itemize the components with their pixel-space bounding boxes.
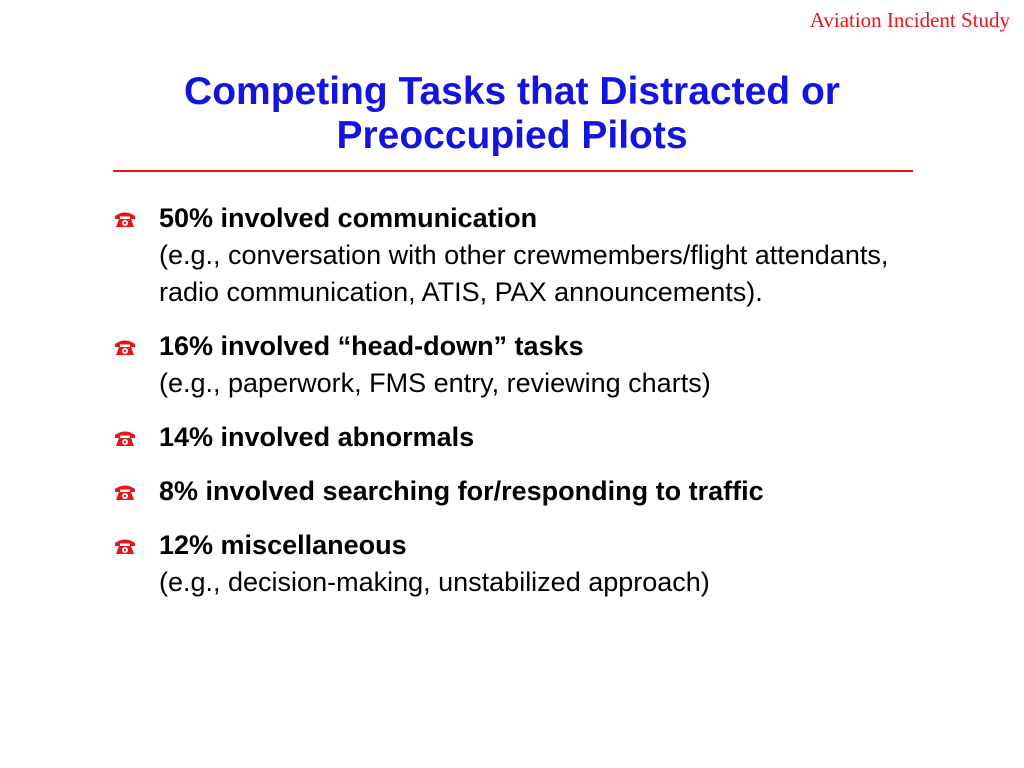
- bullet-item-head-down-tasks: [112, 328, 912, 402]
- bullet-heading: 8% involved searching for/responding to traffic: [159, 476, 764, 506]
- bullet-heading: 16% involved “head-down” tasks: [159, 331, 584, 361]
- bullet-heading: 12% miscellaneous: [159, 530, 407, 560]
- bullet-item-abnormals: [112, 419, 912, 456]
- telephone-icon: [112, 428, 138, 448]
- bullet-item-traffic: [112, 473, 912, 510]
- slide-title-line-2: Preoccupied Pilots: [336, 114, 688, 157]
- bullet-heading: 14% involved abnormals: [159, 422, 475, 452]
- telephone-icon: [112, 482, 138, 502]
- bullet-item-miscellaneous: [112, 527, 912, 601]
- bullet-item-communication: [112, 200, 912, 311]
- bullet-detail: (e.g., decision-making, unstabilized approach): [159, 567, 710, 597]
- slide-title: [112, 70, 912, 158]
- slide-title-line-1: Competing Tasks that Distracted or: [184, 70, 840, 113]
- header-tag: Aviation Incident Study: [809, 8, 1010, 32]
- bullet-list: [112, 200, 912, 618]
- bullet-detail: (e.g., conversation with other crewmembers/flight attendants, radio communication, ATIS, PAX announcements).: [159, 240, 889, 307]
- title-underline: [113, 170, 913, 172]
- bullet-detail: (e.g., paperwork, FMS entry, reviewing charts): [159, 368, 711, 398]
- telephone-icon: [112, 209, 138, 229]
- bullet-heading: 50% involved communication: [159, 203, 538, 233]
- telephone-icon: [112, 337, 138, 357]
- telephone-icon: [112, 536, 138, 556]
